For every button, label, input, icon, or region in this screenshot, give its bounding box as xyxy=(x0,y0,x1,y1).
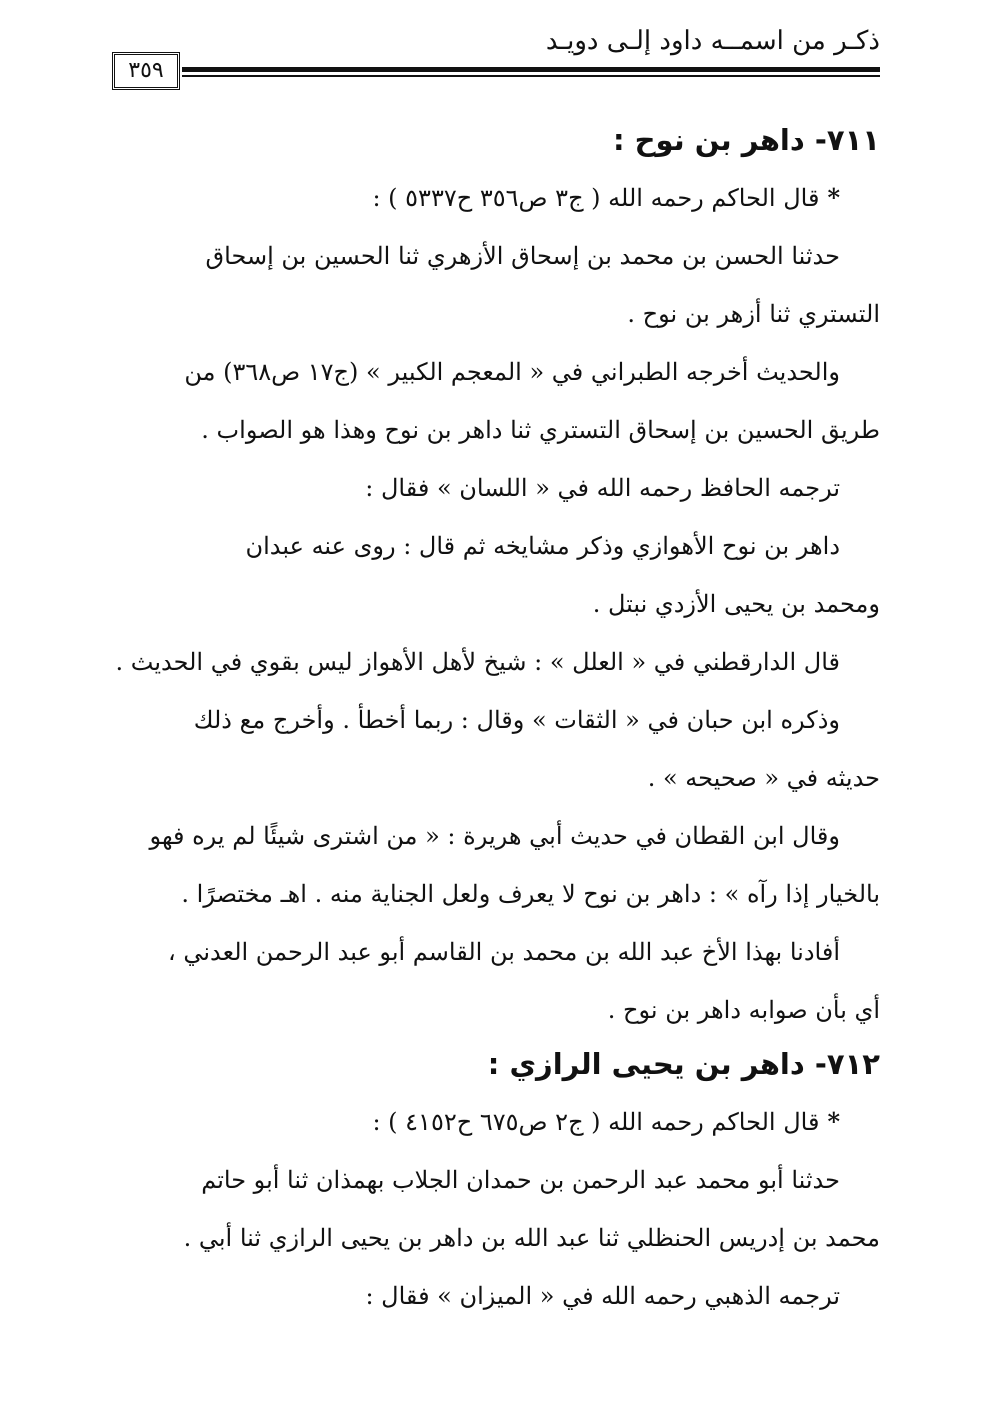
asterisk-marker: * xyxy=(827,183,840,212)
entry-heading: ٧١٢- داهر بن يحيى الرازي : xyxy=(487,1047,880,1081)
paragraph-line xyxy=(110,1096,880,1148)
line-text: التستري ثنا أزهر بن نوح . xyxy=(627,300,880,328)
paragraph-line xyxy=(110,752,880,804)
entry-heading: ٧١١- داهر بن نوح : xyxy=(612,123,880,157)
asterisk-marker: * xyxy=(827,1107,840,1136)
line-text: حدثنا الحسن بن محمد بن إسحاق الأزهري ثنا الحسين بن إسحاق xyxy=(205,242,840,270)
paragraph-line xyxy=(110,636,880,688)
paragraph-line xyxy=(110,810,880,862)
line-text: حدثنا أبو محمد عبد الرحمن بن حمدان الجلاب بهمذان ثنا أبو حاتم xyxy=(201,1166,840,1194)
line-text: أي بأن صوابه داهر بن نوح . xyxy=(607,996,880,1024)
line-text: وذكره ابن حبان في « الثقات » وقال : ربما أخطأ . وأخرج مع ذلك xyxy=(193,706,840,734)
page-body xyxy=(110,118,880,1328)
paragraph-line xyxy=(110,520,880,572)
paragraph-line xyxy=(110,868,880,920)
paragraph-line xyxy=(110,578,880,630)
paragraph-line xyxy=(110,1212,880,1264)
line-text: بالخيار إذا رآه » : داهر بن نوح لا يعرف ولعل الجناية منه . اهـ مختصرًا . xyxy=(181,880,880,908)
line-text: أفادنا بهذا الأخ عبد الله بن محمد بن القاسم أبو عبد الرحمن العدني ، xyxy=(167,938,840,966)
header-rule-thick xyxy=(182,67,880,72)
line-text: ترجمه الحافظ رحمه الله في « اللسان » فقال : xyxy=(365,474,840,502)
paragraph-line xyxy=(110,462,880,514)
paragraph-line xyxy=(110,926,880,978)
line-text: قال الحاكم رحمه الله ( ج٣ ص٣٥٦ ح٥٣٣٧ ) : xyxy=(372,184,820,212)
paragraph-line xyxy=(110,172,880,224)
line-text: قال الحاكم رحمه الله ( ج٢ ص٦٧٥ ح٤١٥٢ ) : xyxy=(372,1108,820,1136)
paragraph-line xyxy=(110,346,880,398)
line-text: حديثه في « صحيحه » . xyxy=(647,764,880,792)
line-text: قال الدارقطني في « العلل » : شيخ لأهل الأهواز ليس بقوي في الحديث . xyxy=(115,648,840,676)
paragraph-line xyxy=(110,984,880,1036)
paragraph-line xyxy=(110,288,880,340)
line-text: ترجمه الذهبي رحمه الله في « الميزان » فقال : xyxy=(365,1282,840,1310)
line-text: ومحمد بن يحيى الأزدي نبتل . xyxy=(592,590,880,618)
paragraph-line xyxy=(110,404,880,456)
paragraph-line xyxy=(110,1270,880,1322)
page-number: ٣٥٩ xyxy=(112,52,180,90)
running-header-title: ذكـر من اسمــه داود إلـى دويـد xyxy=(545,26,880,56)
line-text: داهر بن نوح الأهوازي وذكر مشايخه ثم قال : روى عنه عبدان xyxy=(245,532,840,560)
paragraph-line xyxy=(110,230,880,282)
line-text: محمد بن إدريس الحنظلي ثنا عبد الله بن داهر بن يحيى الرازي ثنا أبي . xyxy=(183,1224,880,1252)
line-text: طريق الحسين بن إسحاق التستري ثنا داهر بن نوح وهذا هو الصواب . xyxy=(201,416,880,444)
line-text: وقال ابن القطان في حديث أبي هريرة : « من اشترى شيئًا لم يره فهو xyxy=(149,822,840,850)
header-rule xyxy=(182,67,880,81)
header-rule-thin xyxy=(182,75,880,77)
paragraph-line xyxy=(110,694,880,746)
line-text: والحديث أخرجه الطبراني في « المعجم الكبير » (ج١٧ ص٣٦٨) من xyxy=(184,358,840,386)
paragraph-line xyxy=(110,1154,880,1206)
